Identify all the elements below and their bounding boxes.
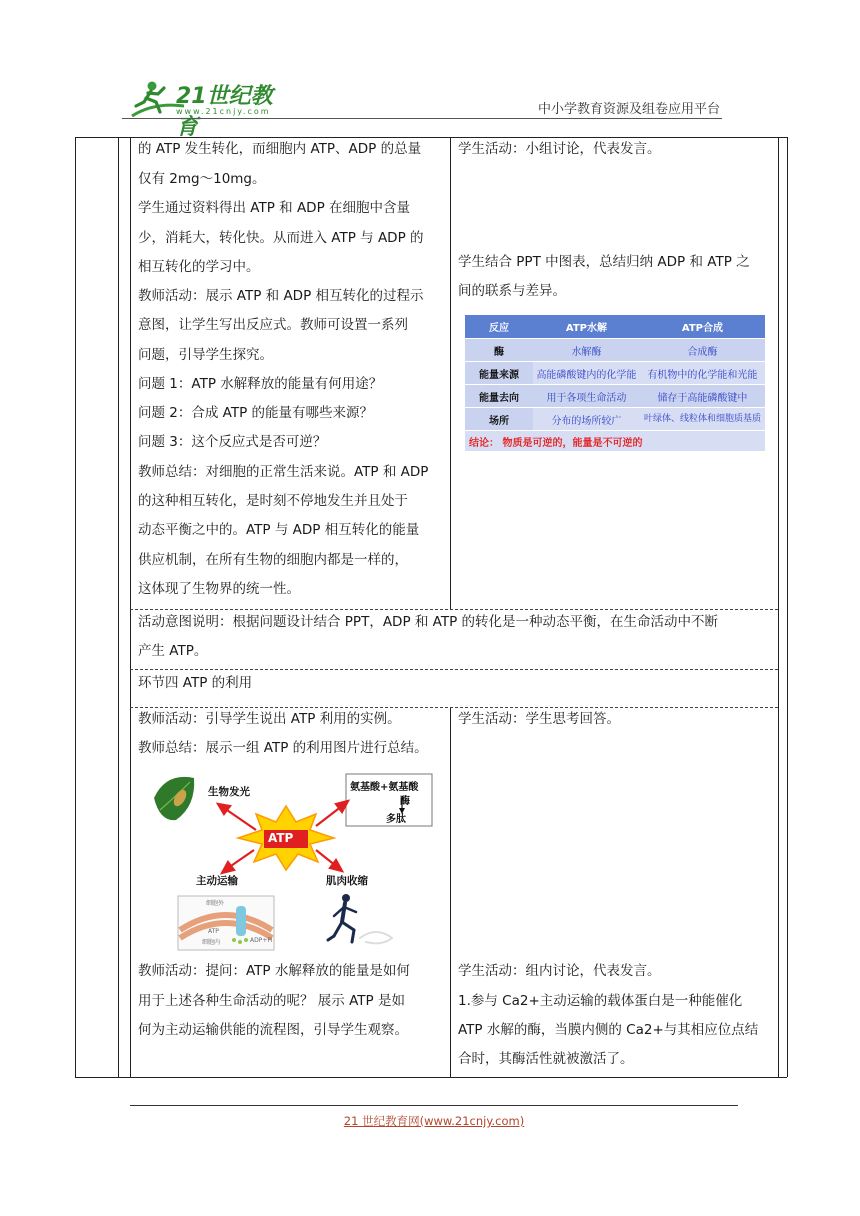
header-divider	[122, 118, 722, 119]
student-summary-line: 学生结合 PPT 中图表，总结归纳 ADP 和 ATP 之	[458, 254, 750, 270]
platform-title: 中小学教育资源及组卷应用平台	[537, 102, 720, 117]
mid-divider-top	[450, 137, 451, 609]
table-header: ATP水解	[533, 315, 640, 339]
col-divider-1	[118, 137, 119, 1077]
student-summary-line: 间的联系与差异。	[458, 283, 566, 299]
table-cell: 场所	[465, 408, 533, 431]
table-row	[465, 408, 765, 431]
atp-usage-diagram	[146, 770, 446, 952]
text-line: 教师活动：展示 ATP 和 ADP 相互转化的过程示	[138, 288, 424, 304]
student-discussion-line: ATP 水解的酶，当膜内侧的 Ca2+与其相应位点结	[458, 1022, 759, 1038]
table-cell: 酶	[465, 339, 533, 362]
table-header: 反应	[465, 315, 533, 339]
footer-link[interactable]: 21 世纪教育网(www.21cnjy.com)	[343, 1114, 525, 1128]
text-line: 的 ATP 发生转化，而细胞内 ATP、ADP 的总量	[138, 141, 422, 157]
text-line: 问题，引导学生探究。	[138, 347, 273, 363]
text-line: 教师总结：对细胞的正常生活来说。ATP 和 ADP	[138, 464, 429, 480]
text-line: 学生通过资料得出 ATP 和 ADP 在细胞中含量	[138, 200, 411, 216]
intent-line: 活动意图说明：根据问题设计结合 PPT，ADP 和 ATP 的转化是一种动态平衡，在生命活动中不断	[138, 614, 719, 630]
table-row	[465, 385, 765, 408]
teacher-question-line: 用于上述各种生命活动的呢？ 展示 ATP 是如	[138, 993, 405, 1009]
text-line: 相互转化的学习中。	[138, 259, 260, 275]
table-cell: 用于各项生命活动	[533, 385, 640, 408]
conclusion-cell: 结论： 物质是可逆的，能量是不可逆的	[465, 431, 765, 452]
logo	[124, 76, 294, 140]
text-line: 意图，让学生写出反应式。教师可设置一系列	[138, 317, 408, 333]
logo-text: 21世纪教育	[176, 84, 273, 140]
outside-label: 细胞外	[206, 900, 225, 907]
table-row	[465, 362, 765, 385]
student-activity-1: 学生活动：小组讨论，代表发言。	[458, 141, 661, 157]
amino-label: 氨基酸+氨基酸	[350, 782, 419, 793]
mid-divider-bottom	[450, 707, 451, 1077]
table-cell: 储存于高能磷酸键中	[640, 385, 765, 408]
text-line: 少，消耗大，转化快。从而进入 ATP 与 ADP 的	[138, 230, 424, 246]
inside-label: 细胞内	[202, 939, 221, 946]
table-cell: 高能磷酸键内的化学能	[533, 362, 640, 385]
text-line: 仅有 2mg～10mg。	[138, 171, 266, 187]
table-cell: 能量来源	[465, 362, 533, 385]
logo-url: www.21cnjy.com	[176, 107, 271, 116]
table-cell: 分布的场所较广	[533, 408, 640, 431]
text-line: 的这种相互转化，是时刻不停地发生并且处于	[138, 493, 408, 509]
table-cell: 叶绿体、线粒体和细胞质基质	[640, 408, 765, 431]
text-line: 问题 2：合成 ATP 的能量有哪些来源？	[138, 405, 374, 421]
student-discussion-line: 学生活动：组内讨论，代表发言。	[458, 963, 661, 979]
muscle-label: 肌肉收缩	[326, 875, 368, 887]
table-cell: 有机物中的化学能和光能	[640, 362, 765, 385]
student-activity-2: 学生活动：学生思考回答。	[458, 711, 620, 727]
peptide-label: 多肽	[386, 814, 406, 825]
bio-light-label: 生物发光	[208, 786, 250, 798]
runner-icon	[328, 894, 392, 943]
intent-line: 产生 ATP。	[138, 643, 208, 659]
active-transport-label: 主动运输	[196, 875, 238, 887]
teacher-question-line: 何为主动运输供能的流程图，引导学生观察。	[138, 1022, 408, 1038]
table-row	[465, 431, 765, 452]
teacher-summary-line: 教师总结：展示一组 ATP 的利用图片进行总结。	[138, 740, 428, 756]
text-line: 问题 3：这个反应式是否可逆？	[138, 434, 327, 450]
table-cell: 能量去向	[465, 385, 533, 408]
section4-title: 环节四 ATP 的利用	[138, 675, 253, 691]
table-row	[465, 339, 765, 362]
atp-compare-table	[465, 315, 765, 452]
text-line: 这体现了生物界的统一性。	[138, 581, 300, 597]
table-left-border	[75, 137, 76, 1077]
student-discussion-line: 合时，其酶活性就被激活了。	[458, 1051, 634, 1067]
col-divider-3	[778, 137, 779, 1077]
footer-divider	[130, 1105, 738, 1106]
text-line: 问题 1：ATP 水解释放的能量有何用途？	[138, 376, 383, 392]
atp-center-label: ATP	[268, 831, 294, 845]
atp-small-label: ATP	[208, 928, 219, 935]
teacher-question-line: 教师活动：提问：ATP 水解释放的能量是如何	[138, 963, 410, 979]
adp-small-label: ADP+Pi	[250, 937, 273, 944]
teacher-activity-line: 教师活动：引导学生说出 ATP 利用的实例。	[138, 711, 401, 727]
table-cell: 水解酶	[533, 339, 640, 362]
table-bottom-border	[75, 1077, 787, 1078]
text-line: 供应机制，在所有生物的细胞内都是一样的，	[138, 552, 408, 568]
text-line: 动态平衡之中的。ATP 与 ADP 相互转化的能量	[138, 522, 420, 538]
enzyme-label: 酶	[400, 796, 410, 807]
firefly-leaf-icon	[154, 777, 194, 820]
col-divider-2	[130, 137, 131, 1077]
student-discussion-line: 1.参与 Ca2+主动运输的载体蛋白是一种能催化	[458, 993, 743, 1009]
table-right-border	[787, 137, 788, 1077]
table-header: ATP合成	[640, 315, 765, 339]
table-cell: 合成酶	[640, 339, 765, 362]
